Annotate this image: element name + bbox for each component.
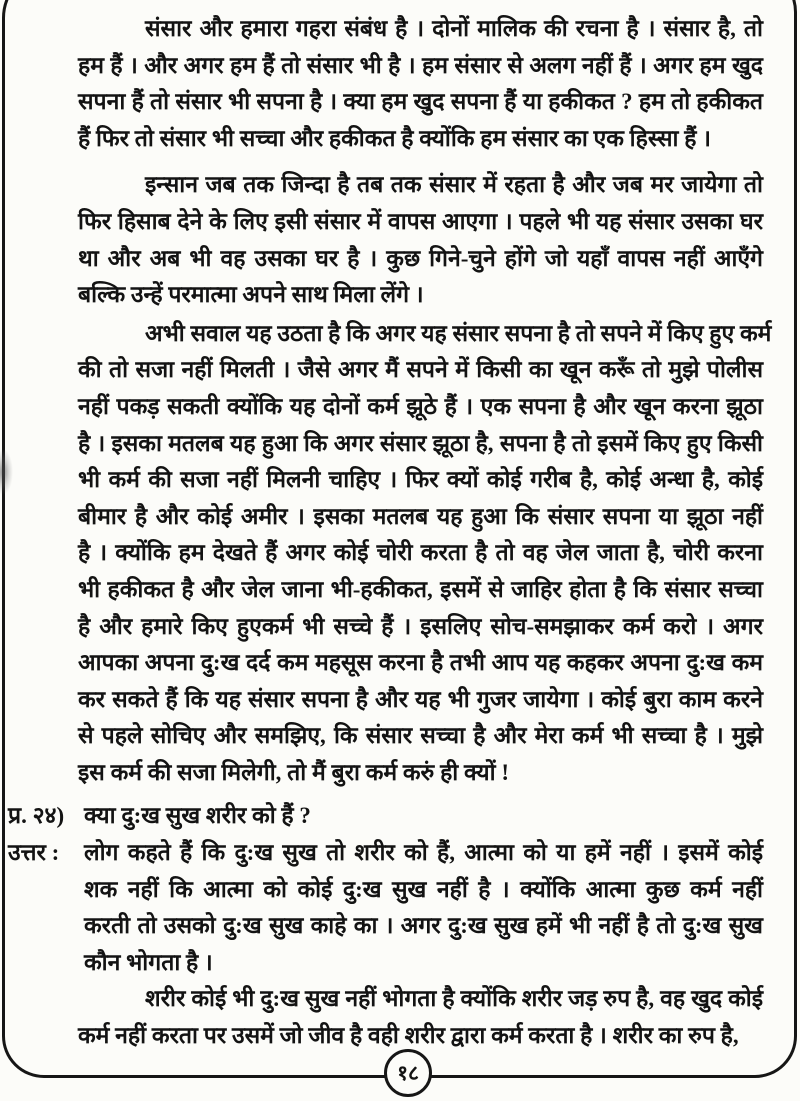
text-line: फिर हिसाब देने के लिए इसी संसार में वापस आएगा । पहले भी यह संसार उसका घर <box>78 208 763 234</box>
text-line: आपका अपना दु:ख दर्द कम महसूस करना है तभी आप यह कहकर अपना दु:ख कम <box>78 650 763 676</box>
paragraph-4 <box>78 981 763 1054</box>
text-line: हम हैं । और अगर हम हैं तो संसार भी है । हम संसार से अलग नहीं हैं । अगर हम खुद <box>78 52 763 78</box>
text-line: शरीर कोई भी दु:ख सुख नहीं भोगता है क्योंकि शरीर जड़ रुप है, वह खुद कोई <box>145 986 763 1012</box>
text-line: इस कर्म की सजा मिलेगी, तो मैं बुरा कर्म करुं ही क्यों ! <box>78 759 509 785</box>
text-line: लोग कहते हैं कि दु:ख सुख तो शरीर को हैं, आत्मा को या हमें नहीं । इसमें कोई <box>84 840 763 866</box>
page-number: १८ <box>397 1060 419 1085</box>
text-line: कौन भोगता है । <box>84 949 213 975</box>
page-body <box>0 11 800 1055</box>
text-line: है और हमारे किए हुएकर्म भी सच्चे हैं । इसलिए सोच-समझाकर कर्म करो । अगर <box>78 613 763 639</box>
paragraph-1 <box>78 11 763 157</box>
text-line: बल्कि उन्हें परमात्मा अपने साथ मिला लेंगे । <box>78 282 424 308</box>
text-line: इन्सान जब तक जिन्दा है तब तक संसार में रहता है और जब मर जायेगा तो <box>145 172 763 198</box>
paragraph-3 <box>78 316 772 792</box>
text-line: करती तो उसको दु:ख सुख काहे का । अगर दु:ख सुख हमें भी नहीं है तो दु:ख सुख <box>84 913 763 939</box>
text-line: अभी सवाल यह उठता है कि अगर यह संसार सपना है तो सपने में किए हुए कर्म <box>145 320 772 346</box>
text-line: है । क्योंकि हम देखते हैं अगर कोई चोरी करता है तो वह जेल जाता है, चोरी करना <box>78 540 763 566</box>
text-line: सपना हैं तो संसार भी सपना है । क्या हम खुद सपना हैं या हकीकत ? हम तो हकीकत <box>78 89 763 115</box>
text-line: है । इसका मतलब यह हुआ कि अगर संसार झूठा है, सपना है तो इसमें किए हुए किसी <box>78 430 763 456</box>
text-line: शक नहीं कि आत्मा को कोई दु:ख सुख नहीं है । क्योंकि आत्मा कुछ कर्म नहीं <box>84 876 763 902</box>
text-line: कर्म नहीं करता पर उसमें जो जीव है वही शरीर द्वारा कर्म करता है । शरीर का रुप है, <box>78 1023 739 1049</box>
paragraph-2 <box>78 167 763 313</box>
question-row <box>8 798 763 835</box>
answer-row <box>8 835 763 981</box>
question-text: क्या दु:ख सुख शरीर को हैं ? <box>84 803 311 829</box>
text-line: कर सकते हैं कि यह संसार सपना है और यह भी गुजर जायेगा । कोई बुरा काम करने <box>78 686 763 712</box>
text-line: संसार और हमारा गहरा संबंध है । दोनों मालिक की रचना है । संसार है, तो <box>145 16 763 41</box>
text-line: हैं फिर तो संसार भी सच्चा और हकीकत है क्योंकि हम संसार का एक हिस्सा हैं । <box>78 125 711 151</box>
text-line: भी कर्म की सजा नहीं मिलनी चाहिए । फिर क्यों कोई गरीब है, कोई अन्धा है, कोई <box>78 467 763 493</box>
text-line: की तो सजा नहीं मिलती । जैसे अगर मैं सपने में किसी का खून करूँ तो मुझे पोलीस <box>78 357 763 383</box>
text-line: नहीं पकड़ सकती क्योंकि यह दोनों कर्म झूठे हैं । एक सपना है और खून करना झूठा <box>78 393 763 419</box>
answer-label: उत्तर : <box>8 840 60 866</box>
text-line: से पहले सोचिए और समझिए, कि संसार सच्चा है और मेरा कर्म भी सच्चा है । मुझे <box>78 723 763 749</box>
question-number: प्र. २४) <box>8 803 65 829</box>
page-number-badge <box>384 1049 432 1097</box>
text-line: था और अब भी वह उसका घर है । कुछ गिने-चुने होंगे जो यहाँ वापस नहीं आएँगे <box>78 245 763 271</box>
text-line: बीमार है और कोई अमीर । इसका मतलब यह हुआ कि संसार सपना या झूठा नहीं <box>78 503 763 529</box>
answer-body <box>84 835 763 981</box>
text-line: भी हकीकत है और जेल जाना भी-हकीकत, इसमें से जाहिर होता है कि संसार सच्चा <box>78 576 763 602</box>
